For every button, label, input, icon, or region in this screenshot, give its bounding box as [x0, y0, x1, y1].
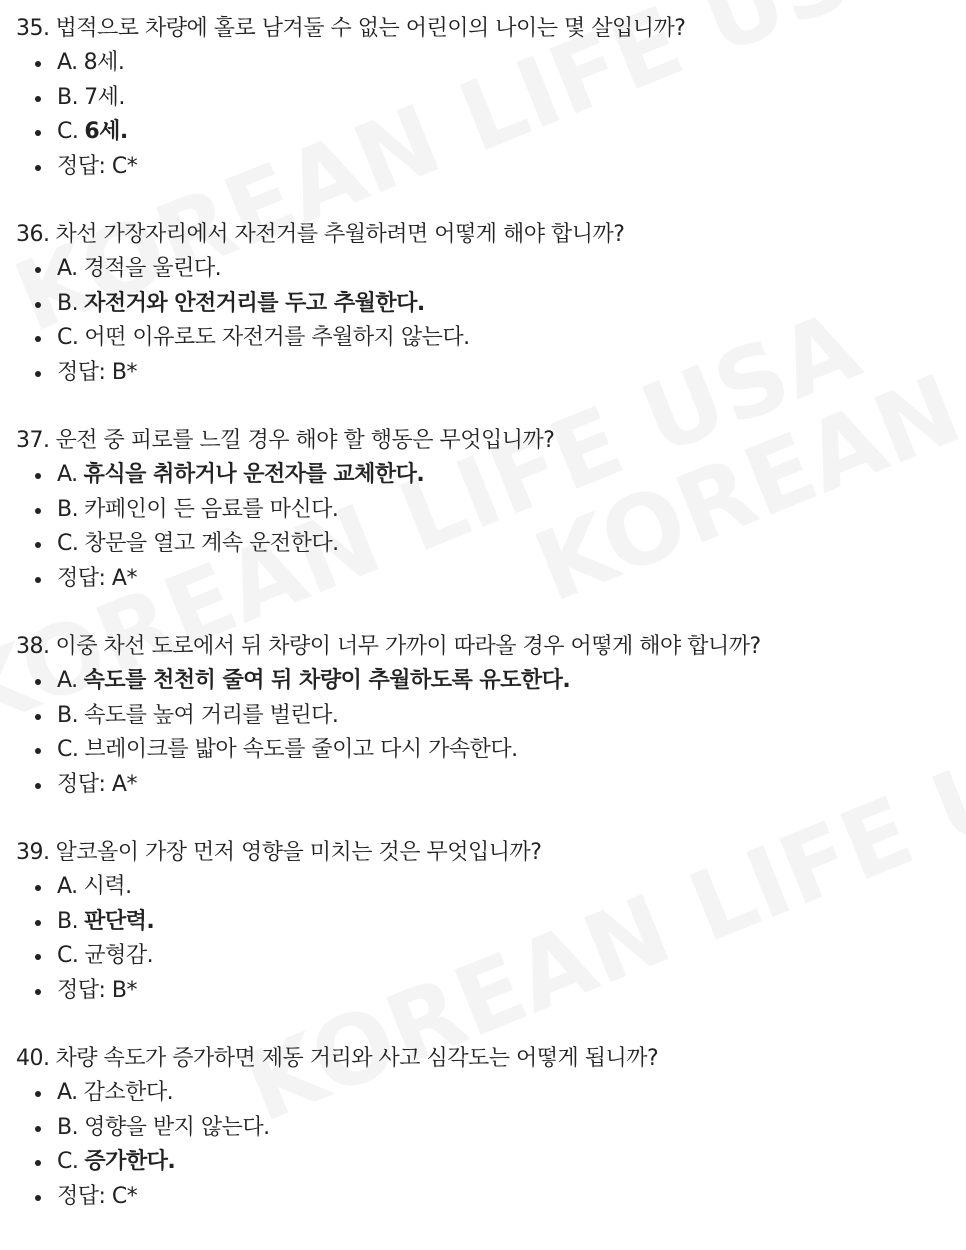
- option-list: [16, 46, 946, 184]
- answer-text: 정답: B*: [57, 359, 138, 385]
- answer-text: 정답: A*: [57, 565, 137, 591]
- question-text: 차선 가장자리에서 자전거를 추월하려면 어떻게 해야 합니까?: [55, 222, 625, 247]
- question-text: 운전 중 피로를 느낄 경우 해야 할 행동은 무엇입니까?: [55, 428, 555, 453]
- question-39: [16, 836, 946, 1008]
- option-a: [16, 458, 946, 493]
- option-list: [16, 252, 946, 390]
- question-title: [16, 218, 946, 252]
- option-a: [16, 46, 946, 81]
- option-text: 8세.: [83, 50, 125, 75]
- option-text-correct: 증가한다.: [84, 1149, 176, 1174]
- answer-text: 정답: B*: [57, 977, 138, 1003]
- quiz-content: [16, 12, 946, 1214]
- option-c: [16, 527, 946, 562]
- option-letter: C.: [57, 737, 79, 762]
- option-a: [16, 870, 946, 905]
- option-letter: A.: [57, 50, 78, 75]
- option-letter: A.: [57, 462, 78, 487]
- option-list: [16, 664, 946, 802]
- option-letter: B.: [57, 496, 79, 522]
- option-letter: B.: [57, 84, 79, 110]
- option-text: 카페인이 든 음료를 마신다.: [84, 496, 339, 522]
- option-b: [16, 287, 946, 322]
- option-text: 창문을 열고 계속 운전한다.: [84, 531, 339, 556]
- answer-line: [16, 768, 946, 803]
- question-number: 36.: [16, 222, 50, 247]
- option-letter: B.: [57, 702, 79, 728]
- answer-line: [16, 1180, 946, 1215]
- question-number: 40.: [16, 1046, 50, 1071]
- option-letter: C.: [57, 943, 79, 968]
- question-35: [16, 12, 946, 184]
- question-text: 이중 차선 도로에서 뒤 차량이 너무 가까이 따라올 경우 어떻게 해야 합니까?: [55, 634, 761, 659]
- question-text: 법적으로 차량에 홀로 남겨둘 수 없는 어린이의 나이는 몇 살입니까?: [55, 16, 686, 41]
- question-title: [16, 12, 946, 46]
- option-a: [16, 1076, 946, 1111]
- option-list: [16, 1076, 946, 1214]
- option-c: [16, 1145, 946, 1180]
- option-text-correct: 6세.: [84, 119, 128, 144]
- option-text: 감소한다.: [83, 1080, 174, 1105]
- question-title: [16, 424, 946, 458]
- answer-text: 정답: A*: [57, 771, 137, 797]
- option-text: 브레이크를 밟아 속도를 줄이고 다시 가속한다.: [84, 737, 518, 762]
- option-list: [16, 870, 946, 1008]
- option-b: [16, 81, 946, 116]
- option-text-correct: 판단력.: [84, 908, 155, 934]
- option-text-correct: 휴식을 취하거나 운전자를 교체한다.: [83, 462, 425, 487]
- option-letter: B.: [57, 1114, 79, 1140]
- option-letter: A.: [57, 668, 78, 693]
- option-c: [16, 115, 946, 150]
- option-letter: B.: [57, 908, 79, 934]
- question-number: 39.: [16, 840, 50, 865]
- question-title: [16, 630, 946, 664]
- option-text: 7세.: [84, 84, 125, 110]
- option-b: [16, 905, 946, 940]
- option-text: 균형감.: [84, 943, 154, 968]
- option-a: [16, 252, 946, 287]
- option-text: 경적을 울린다.: [83, 256, 222, 281]
- option-text: 어떤 이유로도 자전거를 추월하지 않는다.: [84, 325, 470, 350]
- option-letter: A.: [57, 256, 78, 281]
- option-letter: C.: [57, 1149, 79, 1174]
- answer-line: [16, 356, 946, 391]
- option-letter: A.: [57, 1080, 78, 1105]
- answer-line: [16, 562, 946, 597]
- option-c: [16, 733, 946, 768]
- option-b: [16, 699, 946, 734]
- option-letter: C.: [57, 119, 79, 144]
- question-37: [16, 424, 946, 596]
- question-number: 35.: [16, 16, 50, 41]
- option-a: [16, 664, 946, 699]
- option-list: [16, 458, 946, 596]
- option-text: 시력.: [83, 874, 132, 899]
- question-number: 37.: [16, 428, 50, 453]
- option-letter: C.: [57, 325, 79, 350]
- question-text: 차량 속도가 증가하면 제동 거리와 사고 심각도는 어떻게 됩니까?: [55, 1046, 659, 1071]
- answer-text: 정답: C*: [57, 153, 138, 179]
- option-text: 영향을 받지 않는다.: [84, 1114, 270, 1140]
- question-38: [16, 630, 946, 802]
- option-b: [16, 1111, 946, 1146]
- question-title: [16, 836, 946, 870]
- answer-text: 정답: C*: [57, 1183, 138, 1209]
- question-36: [16, 218, 946, 390]
- answer-line: [16, 974, 946, 1009]
- option-b: [16, 493, 946, 528]
- answer-line: [16, 150, 946, 185]
- option-text-correct: 자전거와 안전거리를 두고 추월한다.: [84, 290, 425, 316]
- question-40: [16, 1042, 946, 1214]
- option-letter: C.: [57, 531, 79, 556]
- question-number: 38.: [16, 634, 50, 659]
- question-text: 알코올이 가장 먼저 영향을 미치는 것은 무엇입니까?: [55, 840, 542, 865]
- option-c: [16, 321, 946, 356]
- option-letter: A.: [57, 874, 78, 899]
- option-text: 속도를 높여 거리를 벌린다.: [84, 702, 339, 728]
- option-c: [16, 939, 946, 974]
- option-text-correct: 속도를 천천히 줄여 뒤 차량이 추월하도록 유도한다.: [83, 668, 571, 693]
- question-title: [16, 1042, 946, 1076]
- option-letter: B.: [57, 290, 79, 316]
